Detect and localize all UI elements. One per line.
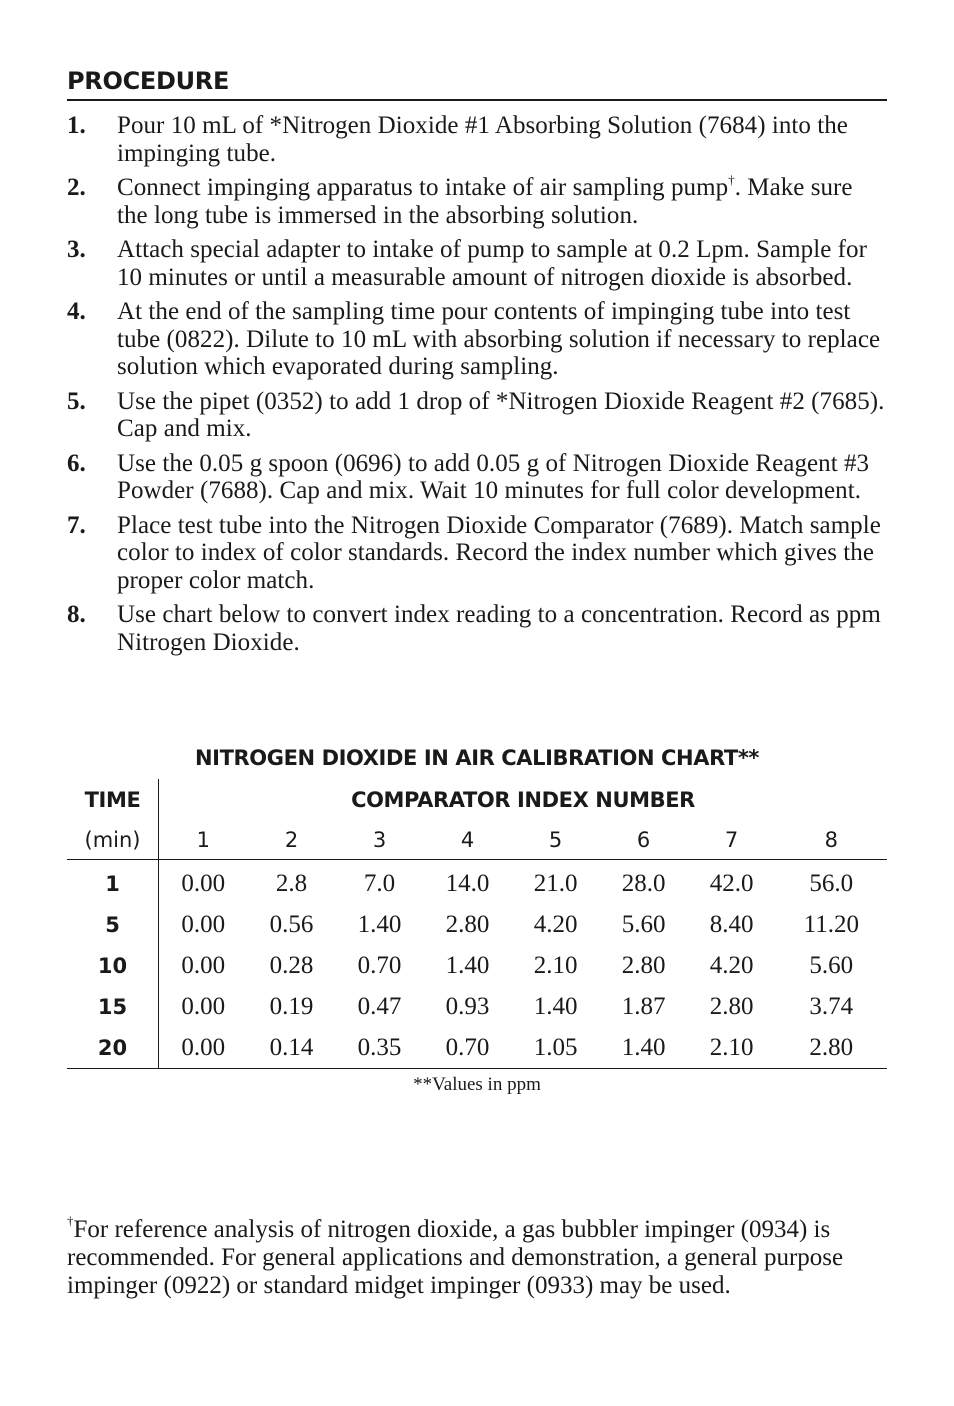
dagger-mark: † — [728, 172, 735, 187]
value-cell: 2.80 — [776, 1027, 887, 1069]
section-heading: PROCEDURE — [67, 66, 887, 101]
table-body — [67, 860, 887, 1069]
value-cell: 11.20 — [803, 910, 859, 938]
index-number: 4 — [424, 821, 512, 860]
value-cell: 2.10 — [688, 1027, 776, 1069]
step-number: 2. — [67, 174, 86, 201]
step-number: 7. — [67, 511, 86, 539]
footnote-text: For reference analysis of nitrogen dioxide, a gas bubbler impinger (0934) is recommended. For general applications and demonstration, a general purpose impinger (0922) or standard midget impinger (0933) may be used. — [67, 1216, 844, 1299]
procedure-steps — [67, 112, 887, 663]
table-row — [67, 945, 887, 986]
step-number: 8. — [67, 601, 86, 628]
value-cell: 0.14 — [248, 1027, 336, 1069]
calibration-table — [67, 779, 887, 1069]
value-cell: 2.8 — [275, 869, 308, 897]
value-cell: 14.0 — [445, 869, 490, 897]
procedure-step — [67, 512, 887, 595]
step-text: Pour 10 mL of *Nitrogen Dioxide #1 Absorbing Solution (7684) into the impinging tube. — [117, 112, 848, 167]
value-cell: 21.0 — [533, 869, 578, 897]
value-cell: 0.47 — [357, 992, 402, 1020]
value-cell: 0.00 — [181, 910, 226, 938]
value-cell: 0.00 — [181, 992, 226, 1020]
index-number: 8 — [776, 821, 887, 860]
value-cell: 1.40 — [600, 1027, 688, 1069]
table-header-row — [67, 779, 887, 821]
value-cell: 1.87 — [621, 992, 666, 1020]
time-header: TIME — [67, 779, 159, 821]
value-cell: 28.0 — [621, 869, 666, 897]
values-note: **Values in ppm — [413, 1074, 541, 1095]
value-cell: 0.28 — [269, 951, 314, 979]
procedure-step — [67, 174, 887, 229]
table-row — [67, 986, 887, 1027]
index-header: COMPARATOR INDEX NUMBER — [351, 788, 695, 812]
time-cell: 20 — [67, 1027, 159, 1069]
step-text: Use chart below to convert index reading to a concentration. Record as ppm Nitrogen Dioxide. — [117, 601, 881, 656]
value-cell: 0.56 — [269, 910, 314, 938]
procedure-step — [67, 112, 887, 167]
time-cell: 10 — [67, 945, 159, 986]
value-cell: 0.00 — [159, 1027, 248, 1069]
value-cell: 7.0 — [363, 869, 396, 897]
value-cell: 42.0 — [709, 869, 754, 897]
calibration-chart-title: NITROGEN DIOXIDE IN AIR CALIBRATION CHART** — [195, 746, 759, 770]
index-number: 7 — [688, 821, 776, 860]
procedure-step — [67, 236, 887, 291]
value-cell: 1.40 — [533, 992, 578, 1020]
step-number: 3. — [67, 236, 86, 263]
value-cell: 1.05 — [512, 1027, 600, 1069]
value-cell: 0.93 — [445, 992, 490, 1020]
footnote — [67, 1213, 877, 1300]
step-text: Use the pipet (0352) to add 1 drop of *Nitrogen Dioxide Reagent #2 (7685). Cap and mix. — [117, 387, 885, 442]
index-number: 5 — [512, 821, 600, 860]
step-number: 5. — [67, 387, 86, 415]
value-cell: 5.60 — [809, 951, 854, 979]
table-row — [67, 1027, 887, 1069]
step-text: Place test tube into the Nitrogen Dioxide Comparator (7689). Match sample color to index of color standards. Record the index number which gives the proper color match. — [117, 511, 881, 594]
dagger-mark: † — [67, 1213, 74, 1228]
index-number: 2 — [248, 821, 336, 860]
time-cell: 15 — [67, 986, 159, 1027]
time-cell: 1 — [67, 860, 159, 905]
step-text: Connect impinging apparatus to intake of air sampling pump — [117, 174, 729, 201]
value-cell: 0.19 — [269, 992, 314, 1020]
index-number: 3 — [336, 821, 424, 860]
step-text-continued: . Make sure the long tube is immersed in the absorbing solution. — [117, 174, 853, 229]
step-text: Use the 0.05 g spoon (0696) to add 0.05 g of Nitrogen Dioxide Reagent #3 Powder (7688). Cap and mix. Wait 10 minutes for full color development. — [117, 449, 870, 504]
index-number: 1 — [159, 821, 248, 860]
value-cell: 0.35 — [336, 1027, 424, 1069]
step-number: 6. — [67, 449, 86, 477]
value-cell: 0.70 — [424, 1027, 512, 1069]
table-row — [67, 860, 887, 905]
step-number: 4. — [67, 298, 86, 325]
value-cell: 2.80 — [709, 992, 754, 1020]
time-unit: (min) — [67, 821, 159, 860]
value-cell: 0.00 — [181, 869, 226, 897]
value-cell: 0.70 — [357, 951, 402, 979]
procedure-step — [67, 298, 887, 381]
procedure-step — [67, 601, 887, 656]
value-cell: 0.00 — [181, 951, 226, 979]
procedure-step — [67, 450, 887, 505]
value-cell: 5.60 — [621, 910, 666, 938]
value-cell: 8.40 — [709, 910, 754, 938]
value-cell: 56.0 — [809, 869, 854, 897]
value-cell: 2.80 — [621, 951, 666, 979]
value-cell: 4.20 — [533, 910, 578, 938]
value-cell: 3.74 — [809, 992, 854, 1020]
step-text: Attach special adapter to intake of pump to sample at 0.2 Lpm. Sample for 10 minutes or until a measurable amount of nitrogen dioxide is absorbed. — [117, 236, 867, 291]
value-cell: 1.40 — [357, 910, 402, 938]
procedure-step — [67, 388, 887, 443]
step-text: At the end of the sampling time pour contents of impinging tube into test tube (0822). Dilute to 10 mL with absorbing solution if necessary to replace solution which evaporated during sampling. — [117, 298, 881, 380]
index-number-row — [67, 821, 887, 860]
step-number: 1. — [67, 112, 86, 139]
value-cell: 4.20 — [709, 951, 754, 979]
table-row — [67, 904, 887, 945]
index-number: 6 — [600, 821, 688, 860]
time-cell: 5 — [67, 904, 159, 945]
value-cell: 2.80 — [445, 910, 490, 938]
value-cell: 2.10 — [533, 951, 578, 979]
value-cell: 1.40 — [445, 951, 490, 979]
